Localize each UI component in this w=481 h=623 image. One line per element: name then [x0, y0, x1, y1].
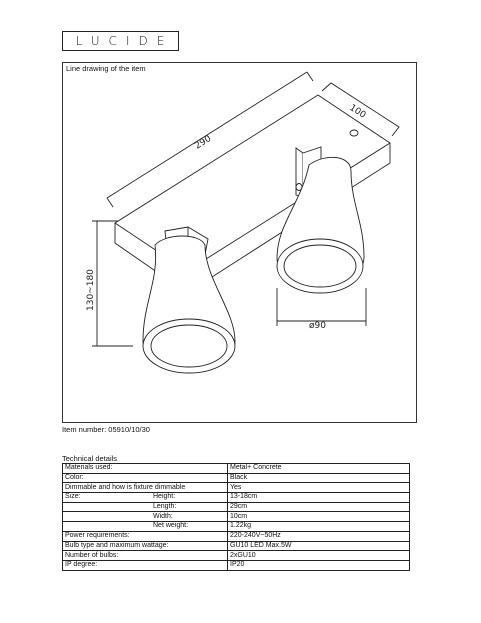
spec-row: [63, 483, 410, 493]
spec-label: [65, 503, 153, 511]
spec-value: 13-18cm: [228, 493, 410, 503]
spec-row: [63, 512, 410, 522]
dimension-width-label: 100: [347, 103, 368, 121]
dimension-diameter-label: ø90: [309, 321, 326, 331]
spec-row: [63, 502, 410, 512]
dimension-length-label: 290: [193, 133, 214, 152]
spec-sublabel: Length:: [153, 503, 177, 511]
technical-details-title: Technical details: [62, 454, 118, 463]
spec-row: [63, 493, 410, 503]
spec-label-cell: Power requirements:: [63, 531, 228, 541]
spec-label-cell: [63, 502, 228, 512]
spec-label-cell: IP degree:: [63, 560, 228, 570]
spec-label: [65, 513, 153, 521]
spec-value: 2xGU10: [228, 551, 410, 561]
spec-row: [63, 531, 410, 541]
spec-label-cell: Color:: [63, 473, 228, 483]
spec-label-cell: [63, 512, 228, 522]
spec-value: 10cm: [228, 512, 410, 522]
spec-row: [63, 541, 410, 551]
spec-value: GU10 LED Max.5W: [228, 541, 410, 551]
spec-label-cell: [63, 522, 228, 532]
spec-value: 29cm: [228, 502, 410, 512]
spec-row: [63, 551, 410, 561]
spec-label-cell: Number of bulbs:: [63, 551, 228, 561]
spec-value: Yes: [228, 483, 410, 493]
spec-label: Size:: [65, 493, 81, 501]
spec-value: Metal+ Concrete: [228, 464, 410, 474]
spec-label-cell: [63, 493, 228, 503]
spec-sublabel: Width:: [153, 512, 173, 520]
technical-details-table: [62, 463, 410, 571]
spec-row: [63, 464, 410, 474]
item-number: Item number: 05910/10/30: [62, 425, 150, 434]
spec-label-cell: Bulb type and maximum wattage:: [63, 541, 228, 551]
spec-value: 220-240V~50Hz: [228, 531, 410, 541]
spec-value: 1.22kg: [228, 522, 410, 532]
spec-sublabel: Height:: [153, 493, 176, 501]
spec-label: [65, 522, 153, 530]
drawing-caption: Line drawing of the item: [66, 64, 146, 73]
spec-row: [63, 560, 410, 570]
spec-sublabel: Net weight:: [153, 522, 189, 530]
line-drawing-frame: [62, 62, 417, 423]
spec-value: IP20: [228, 560, 410, 570]
spec-row: [63, 473, 410, 483]
brand-logo: LUCIDE: [62, 31, 179, 51]
product-line-drawing: [63, 63, 418, 424]
spec-label-cell: Dimmable and how is fixture dimmable: [63, 483, 228, 493]
spec-row: [63, 522, 410, 532]
spec-label-cell: Materials used:: [63, 464, 228, 474]
dimension-height-label: 130~180: [86, 269, 96, 311]
spec-value: Black: [228, 473, 410, 483]
